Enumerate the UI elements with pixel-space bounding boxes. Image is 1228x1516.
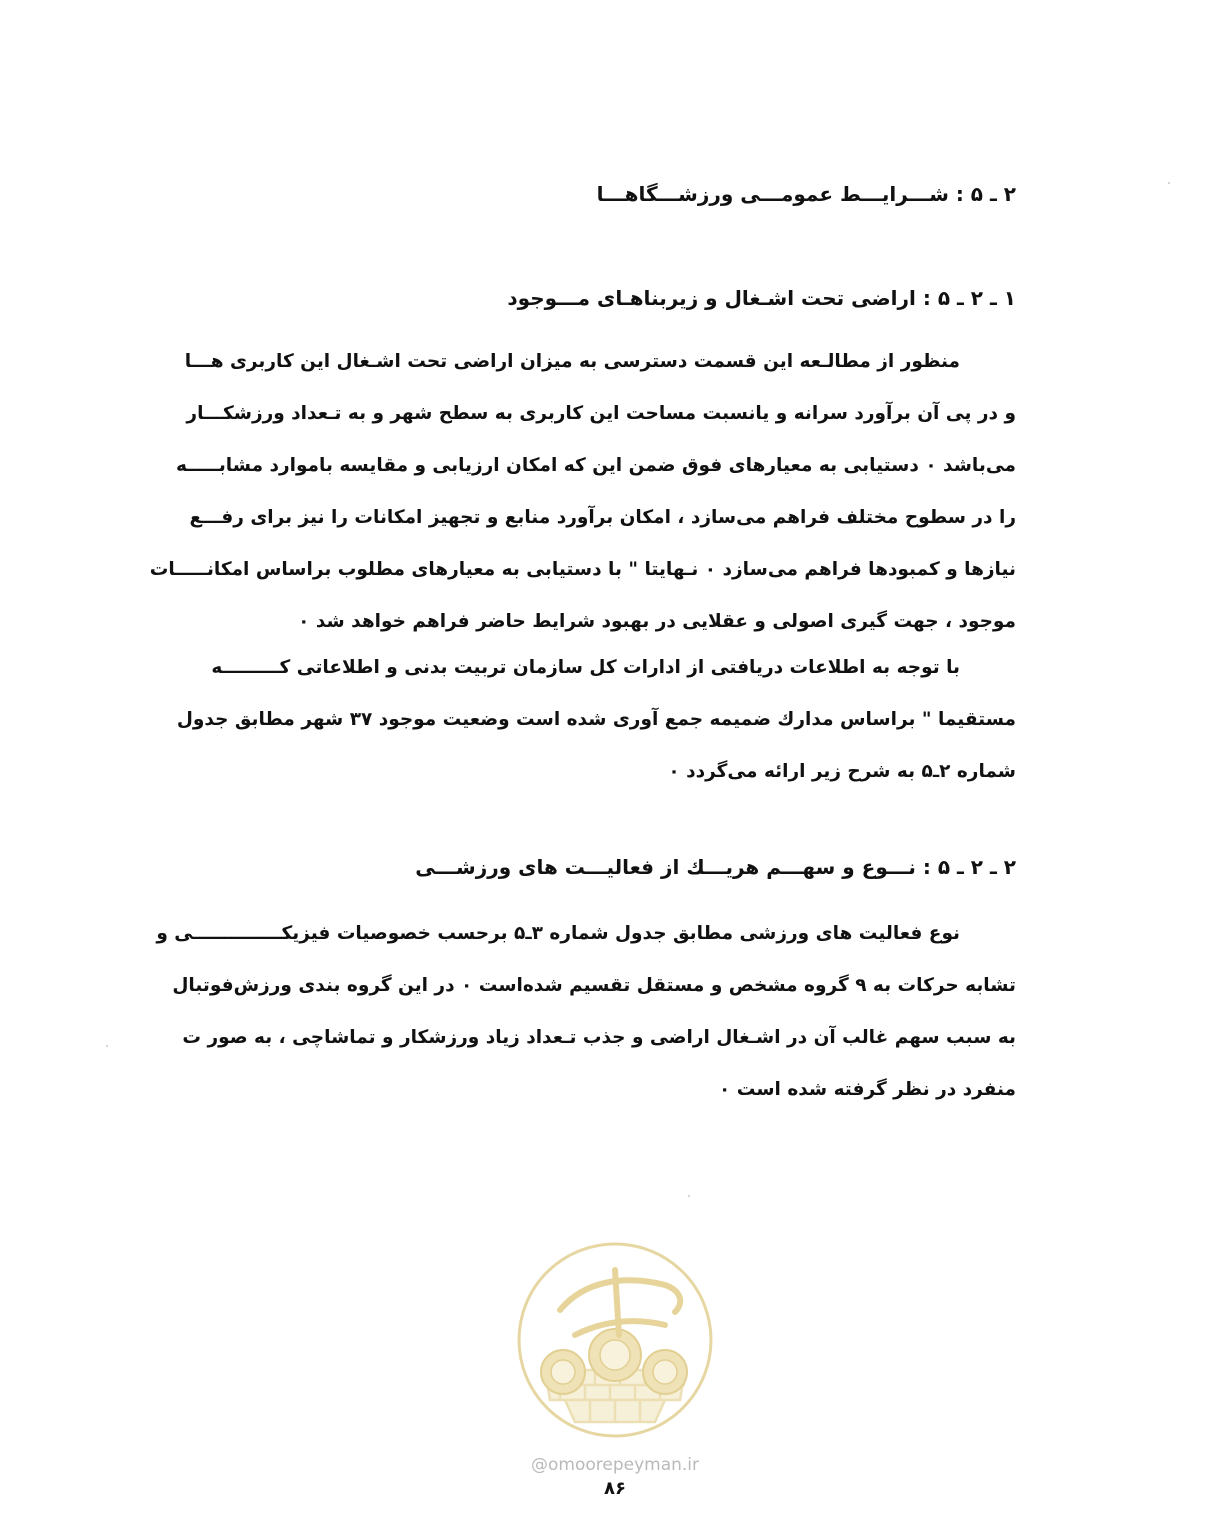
paragraph-line: با توجه به اطلاعات دریافتی از ادارات کل سازمان تربیت بدنی و اطلاعاتی کـــــــــه bbox=[211, 657, 960, 678]
paragraph-line: می‌باشد ۰ دستیابی به معیارهای فوق ضمن این که امکان ارزیابی و مقایسه باموارد مشابـــــه bbox=[176, 455, 1016, 476]
paragraph-line: نوع فعالیت های ورزشی مطابق جدول شماره ۳ـ۵ برحسب خصوصیات فیزیکــــــــــــــی و bbox=[156, 923, 960, 944]
section-heading: ۲ ـ ۵ : شـــرایـــط عمومـــی ورزشـــگاهـــا bbox=[596, 182, 1016, 206]
paragraph-line: منفرد در نظر گرفته شده است ۰ bbox=[719, 1079, 1016, 1100]
scan-speck bbox=[106, 1045, 108, 1047]
paragraph-line: به سبب سهم غالب آن در اشـغال اراضی و جذب تـعداد زیاد ورزشکار و تماشاچی ، به صور ت bbox=[182, 1027, 1016, 1048]
subsection-heading-2: ۲ ـ ۲ ـ ۵ : نـــوع و سهـــم هریـــك از فعالیـــت های ورزشـــی bbox=[415, 855, 1016, 879]
paragraph-2 bbox=[176, 642, 1016, 798]
paragraph-line: موجود ، جهت گیری اصولی و عقلایی در بهبود شرایط حاضر فراهم خواهد شد ۰ bbox=[298, 611, 1016, 632]
paragraph-line: را در سطوح مختلف فراهم می‌سازد ، امکان برآورد منابع و تجهیز امکانات را نیز برای رفـــع bbox=[189, 507, 1016, 528]
page-number: ۸۶ bbox=[604, 1478, 626, 1499]
subsection-heading-1: ۱ ـ ۲ ـ ۵ : اراضی تحت اشـغال و زیربناهـای مـــوجود bbox=[507, 286, 1016, 310]
paragraph-line: و در پی آن برآورد سرانه و یانسبت مساحت این کاربری به سطح شهر و به تـعداد ورزشکـــار bbox=[186, 403, 1016, 424]
paragraph-line: مستقیما " براساس مدارك ضمیمه جمع آوری شده است وضعیت موجود ۳۷ شهر مطابق جدول bbox=[176, 709, 1016, 730]
paragraph-line: شماره ۲ـ۵ به شرح زیر ارائه می‌گردد ۰ bbox=[668, 761, 1016, 782]
paragraph-3 bbox=[156, 908, 1016, 1116]
paragraph-line: منظور از مطالـعه این قسمت دسترسی به میزان اراضی تحت اشـغال این کاربری هـــا bbox=[184, 351, 960, 372]
paragraph-line: نیازها و کمبودها فراهم می‌سازد ۰ نـهایتا " با دستیابی به معیارهای مطلوب براساس امکانـــــات bbox=[149, 559, 1016, 580]
paragraph-1 bbox=[149, 336, 1016, 648]
scan-speck bbox=[1168, 182, 1170, 184]
website-watermark: @omoorepeyman.ir bbox=[530, 1455, 700, 1475]
scan-speck bbox=[688, 1195, 690, 1197]
watermark-stamp-logo bbox=[515, 1240, 715, 1440]
paragraph-line: تشابه حرکات به ۹ گروه مشخص و مستقل تقسیم شده‌است ۰ در این گروه بندی ورزش‌فوتبال bbox=[172, 975, 1016, 996]
